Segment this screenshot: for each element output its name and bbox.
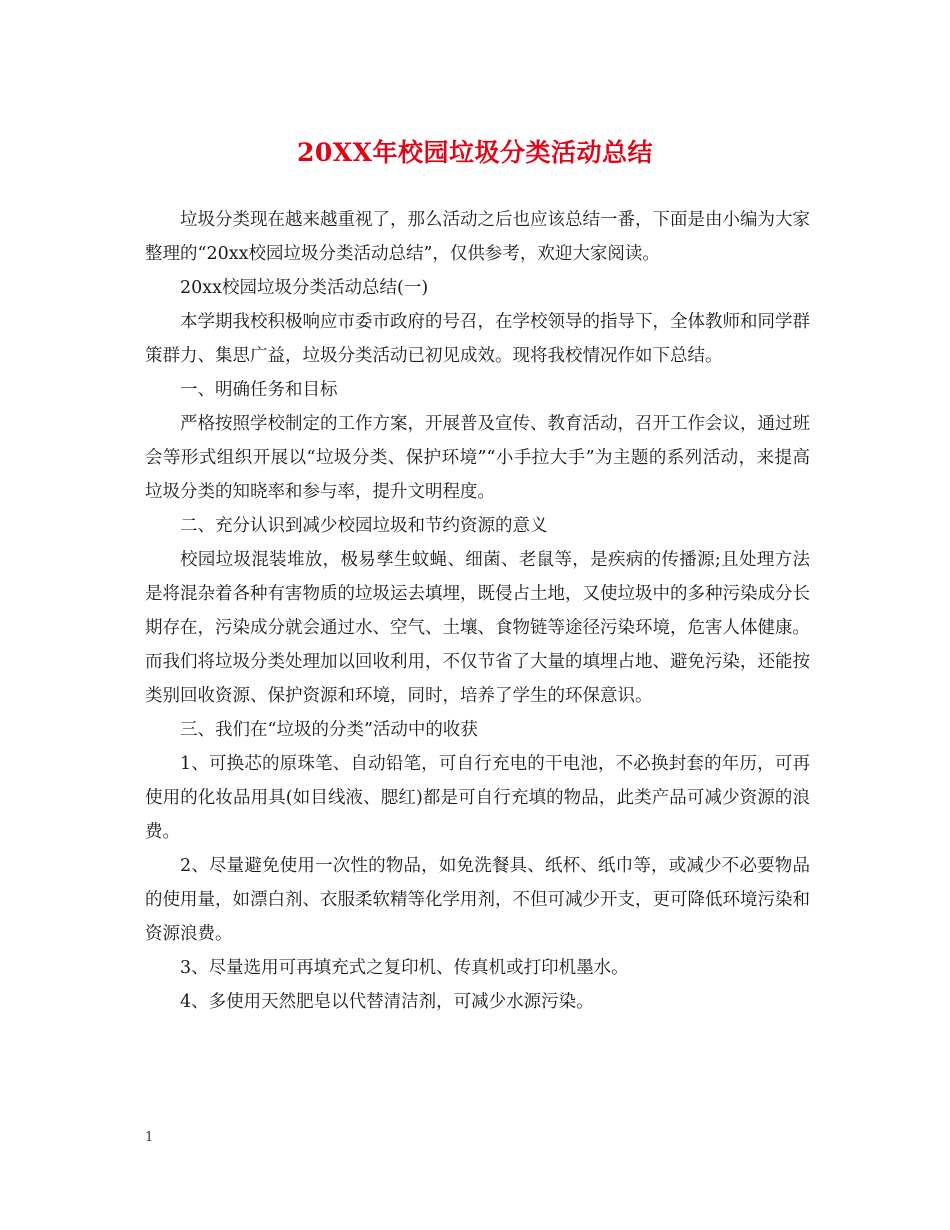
list-item-1: 1、可换芯的原珠笔、自动铅笔，可自行充电的干电池，不必换封套的年历，可再使用的化妆品用具(如目线液、腮红)都是可自行充填的物品，此类产品可减少资源的浪费。	[145, 754, 810, 842]
document-body	[145, 203, 810, 1019]
list-item-3: 3、尽量选用可再填充式之复印机、传真机或打印机墨水。	[180, 958, 629, 978]
paragraph-overview: 本学期我校积极响应市委市政府的号召，在学校领导的指导下，全体教师和同学群策群力、集思广益，垃圾分类活动已初见成效。现将我校情况作如下总结。	[145, 312, 810, 366]
paragraph-section-1: 严格按照学校制定的工作方案，开展普及宣传、教育活动，召开工作会议，通过班会等形式组织开展以“垃圾分类、保护环境”“小手拉大手”为主题的系列活动，来提高垃圾分类的知晓率和参与率，提升文明程度。	[145, 414, 810, 502]
page-number: 1	[145, 1130, 154, 1145]
document-title: 20XX年校园垃圾分类活动总结	[296, 138, 654, 167]
list-item-4: 4、多使用天然肥皂以代替清洁剂，可减少水源污染。	[180, 992, 594, 1012]
list-item-2: 2、尽量避免使用一次性的物品，如免洗餐具、纸杯、纸巾等，或减少不必要物品的使用量，如漂白剂、衣服柔软精等化学用剂，不但可减少开支，更可降低环境污染和资源浪费。	[145, 856, 810, 944]
section-heading-1: 一、明确任务和目标	[180, 380, 338, 400]
section-heading-2: 二、充分认识到减少校园垃圾和节约资源的意义	[180, 516, 548, 536]
paragraph-section-2: 校园垃圾混装堆放，极易孳生蚊蝇、细菌、老鼠等，是疾病的传播源;且处理方法是将混杂着各种有害物质的垃圾运去填埋，既侵占土地，又使垃圾中的多种污染成分长期存在，污染成分就会通过水、空气、土壤、食物链等途径污染环境，危害人体健康。而我们将垃圾分类处理加以回收利用，不仅节省了大量的填埋占地、避免污染，还能按类别回收资源、保护资源和环境，同时，培养了学生的环保意识。	[145, 550, 810, 706]
section-heading-3: 三、我们在“垃圾的分类”活动中的收获	[180, 720, 478, 740]
paragraph-intro: 垃圾分类现在越来越重视了，那么活动之后也应该总结一番，下面是由小编为大家整理的“20xx校园垃圾分类活动总结”，仅供参考，欢迎大家阅读。	[145, 210, 810, 264]
paragraph-subtitle: 20xx校园垃圾分类活动总结(一)	[180, 278, 429, 298]
